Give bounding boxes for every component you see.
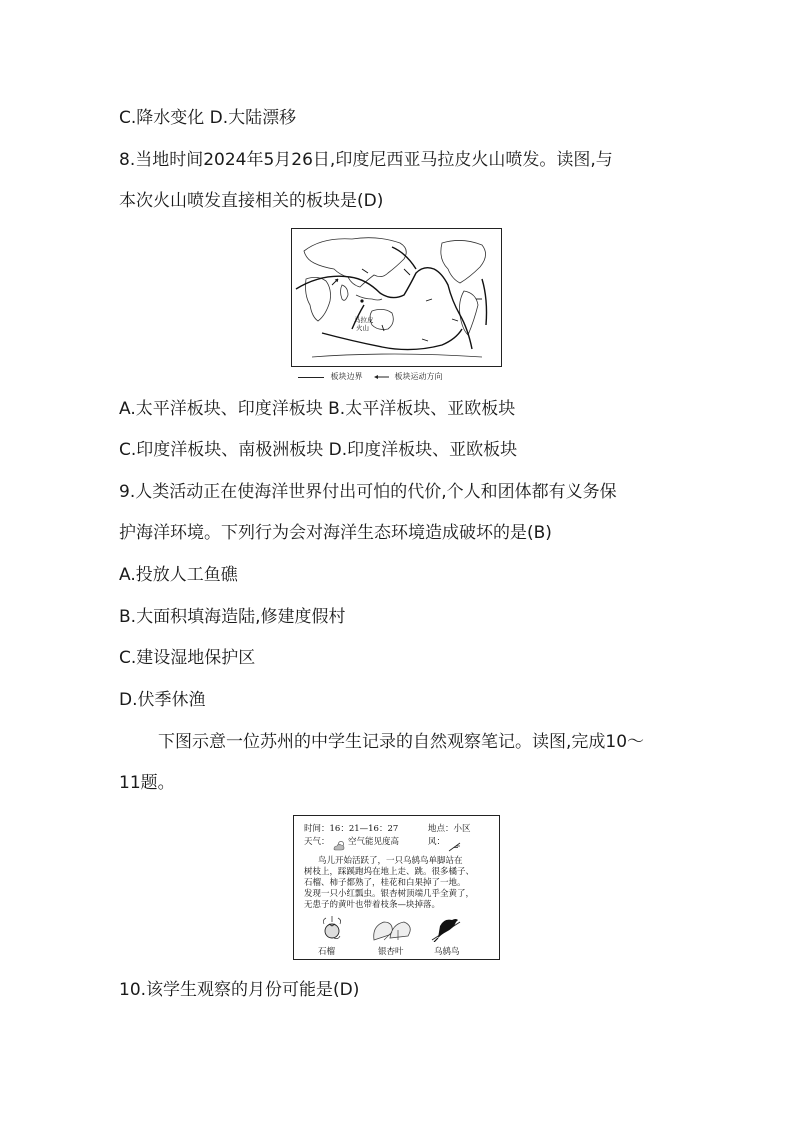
north-america-outline [441,240,486,283]
q9-option-d: D.伏季休渔 [119,690,206,710]
note-place: 地点：小区 [428,824,471,834]
legend-boundary [298,371,363,382]
motion-arrow-2 [362,269,368,273]
motion-arrow-1 [332,279,338,285]
q8-stem-line2: 本次火山喷发直接相关的板块是(D) [119,191,384,211]
pic3-label: 乌鸫鸟 [434,947,460,957]
note-body-line1: 鸟儿开始活跃了，一只乌鸫鸟单脚站在 [318,856,463,866]
note-body-line4: 发现一只小红瓢虫。银杏树顶端几乎全黄了， [304,889,475,899]
q8-stem-line1: 8.当地时间2024年5月26日,印度尼西亚马拉皮火山喷发。读图,与 [119,150,613,170]
note-weather-label: 天气： [304,837,330,847]
plate-map-drawing [292,229,500,365]
note-time: 时间：16：21—16：27 [304,824,399,834]
motion-arrow-3 [404,269,410,275]
volcano-label-1: 马拉皮 [354,316,374,324]
plate-boundary-2 [322,329,462,350]
nature-note-figure [293,815,500,960]
cloud-sun-icon [332,836,346,855]
q9-stem-line2: 护海洋环境。下列行为会对海洋生态环境造成破坏的是(B) [119,523,552,543]
pic2-label: 银杏叶 [378,947,404,957]
note-wind-label: 风： [428,837,446,847]
q8-option-cd: C.印度洋板块、南极洲板块 D.印度洋板块、亚欧板块 [119,440,518,460]
legend-direction-text: 板块运动方向 [394,372,443,381]
motion-arrow-7 [382,325,384,331]
note-weather-text: 空气能见度高 [348,837,400,847]
plate-boundary-4 [482,279,487,325]
africa-outline [306,277,331,321]
q9-option-c: C.建设湿地保护区 [119,648,256,668]
australia-outline [370,309,393,329]
indonesia-outline [356,295,382,300]
motion-arrow-4 [426,299,432,301]
pic1-label: 石榴 [318,947,336,957]
motion-arrow-5 [452,319,458,321]
south-america-outline [460,291,479,335]
wind-icon [448,837,462,856]
note-body-line3: 石榴、柿子都熟了，桂花和白果掉了一地。 [304,878,466,888]
eurasia-outline [304,238,406,287]
note-body-line2: 树枝上，踩蹊跑坞在地上走、跳。很多橘子、 [304,867,475,877]
intro-line1: 下图示意一位苏州的中学生记录的自然观察笔记。读图,完成10～ [158,732,645,752]
q7-options-cd: C.降水变化 D.大陆漂移 [119,108,297,128]
plate-map [291,228,502,367]
intro-line2: 11题。 [119,773,175,793]
q9-option-a: A.投放人工鱼礁 [119,565,238,585]
legend-boundary-text: 板块边界 [330,372,363,381]
plate-boundary-1 [296,268,472,349]
ginkgo-leaf-icon [370,916,414,948]
antarctica-outline [312,354,482,357]
legend-boundary-line [298,377,324,378]
volcano-label-2: 火山 [356,324,369,332]
motion-arrow-8 [422,339,428,341]
india-outline [341,285,349,300]
legend-direction [373,371,443,382]
q9-option-b: B.大面积填海造陆,修建度假村 [119,607,346,627]
blackbird-icon [430,914,464,946]
pomegranate-icon [320,914,344,946]
q9-stem-line1: 9.人类活动正在使海洋世界付出可怕的代价,个人和团体都有义务保 [119,482,617,502]
q10-stem: 10.该学生观察的月份可能是(D) [119,980,360,1000]
volcano-marker [360,299,363,302]
note-body-line5: 无患子的黄叶也带着枝条—块掉落。 [304,900,441,910]
legend-arrow-icon [373,373,389,382]
plate-boundary-3 [392,247,416,269]
q8-option-ab: A.太平洋板块、印度洋板块 B.太平洋板块、亚欧板块 [119,399,516,419]
